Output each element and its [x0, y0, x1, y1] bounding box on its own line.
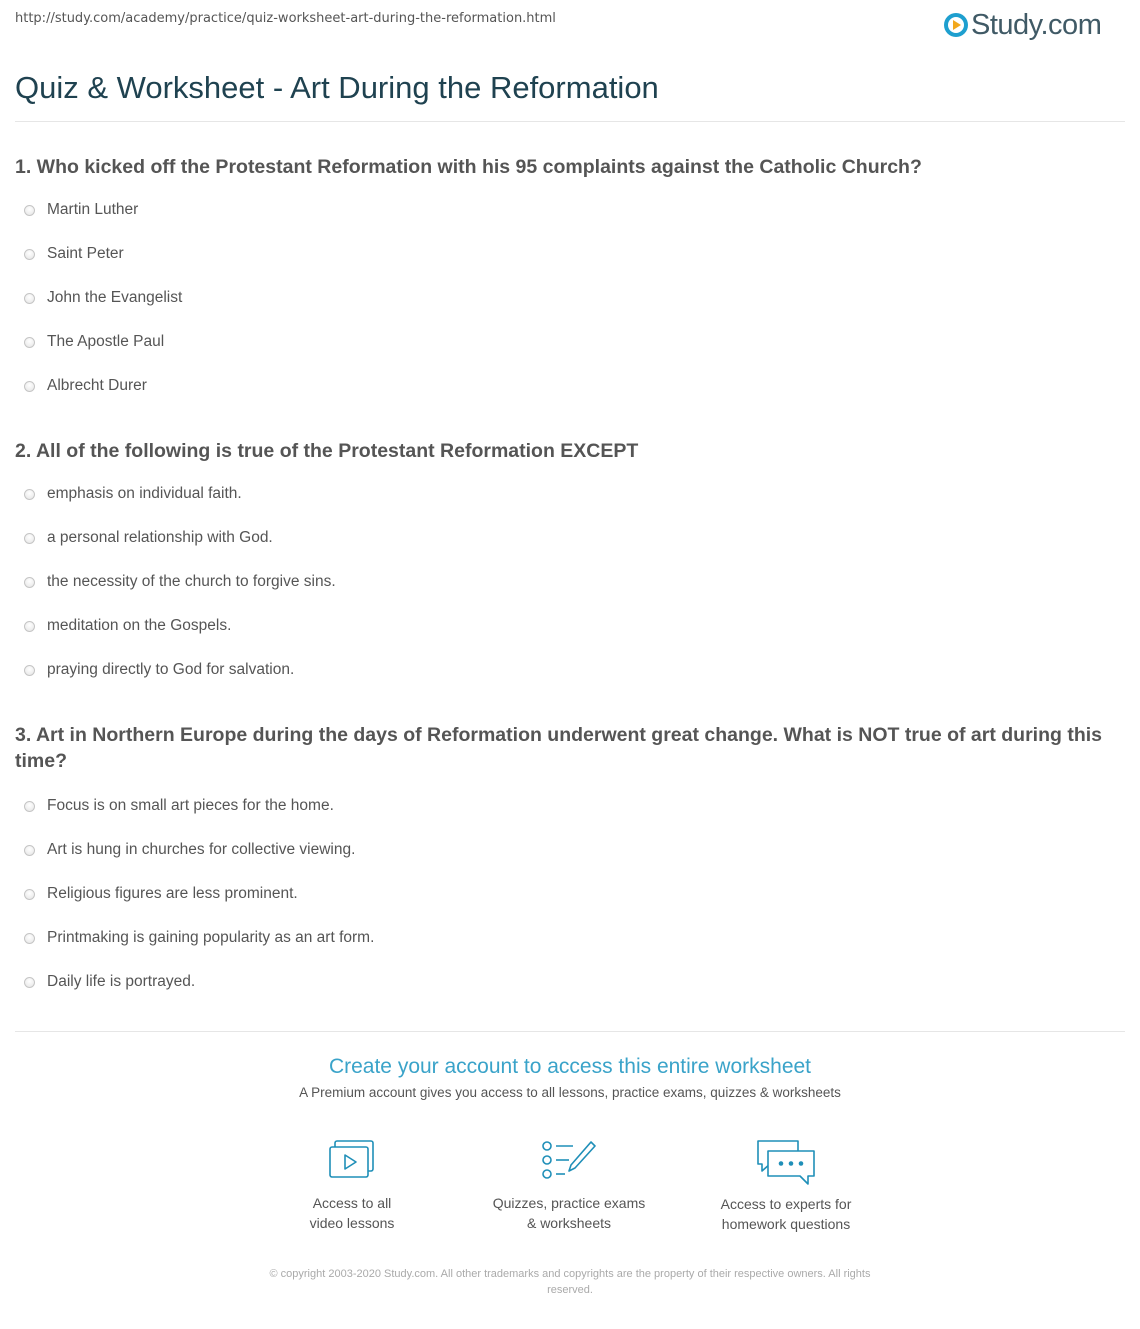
- option-label: Printmaking is gaining popularity as an art form.: [47, 929, 375, 946]
- question-2: 2. All of the following is true of the Protestant Reformation EXCEPT: [15, 440, 639, 462]
- q2-option-1[interactable]: [24, 483, 242, 505]
- feature-label: Access to experts for homework questions: [720, 1196, 852, 1232]
- option-label: meditation on the Gospels.: [47, 617, 232, 634]
- page-title: Quiz & Worksheet - Art During the Reformation: [15, 70, 659, 105]
- option-label: Focus is on small art pieces for the home.: [47, 797, 334, 814]
- study-logo[interactable]: [944, 6, 1101, 44]
- q2-option-5[interactable]: [24, 659, 294, 681]
- feature-experts: [686, 1138, 886, 1234]
- q1-option-2[interactable]: [24, 243, 124, 265]
- option-label: a personal relationship with God.: [47, 529, 273, 546]
- radio-button[interactable]: [24, 381, 35, 392]
- video-lessons-icon: [326, 1138, 378, 1182]
- option-label: John the Evangelist: [47, 289, 183, 306]
- q1-option-4[interactable]: [24, 331, 164, 353]
- option-label: The Apostle Paul: [47, 333, 165, 350]
- page-url: http://study.com/academy/practice/quiz-worksheet-art-during-the-reformation.html: [15, 11, 556, 26]
- question-1: 1. Who kicked off the Protestant Reformation with his 95 complaints against the Catholic Church?: [15, 156, 922, 178]
- option-label: Daily life is portrayed.: [47, 973, 196, 990]
- radio-button[interactable]: [24, 621, 35, 632]
- logo-text: Study.com: [971, 8, 1102, 41]
- q2-option-3[interactable]: [24, 571, 336, 593]
- q3-option-4[interactable]: [24, 927, 374, 949]
- option-label: Martin Luther: [47, 201, 139, 218]
- radio-button[interactable]: [24, 889, 35, 900]
- logo-play-icon: [944, 13, 968, 37]
- feature-video-lessons: [252, 1138, 452, 1233]
- title-divider: [15, 121, 1125, 122]
- copyright: © copyright 2003-2020 Study.com. All other trademarks and copyrights are the property of their respective owners. All rights reserved.: [269, 1268, 871, 1296]
- option-label: Albrecht Durer: [47, 377, 147, 394]
- radio-button[interactable]: [24, 205, 35, 216]
- quiz-checklist-icon: [539, 1138, 599, 1182]
- q2-option-4[interactable]: [24, 615, 231, 637]
- radio-button[interactable]: [24, 249, 35, 260]
- chat-bubbles-icon: [754, 1138, 818, 1188]
- radio-button[interactable]: [24, 337, 35, 348]
- cta-subtitle: A Premium account gives you access to all lessons, practice exams, quizzes & worksheets: [299, 1085, 841, 1100]
- q3-option-5[interactable]: [24, 971, 195, 993]
- q1-option-5[interactable]: [24, 375, 147, 397]
- q1-option-3[interactable]: [24, 287, 182, 309]
- radio-button[interactable]: [24, 665, 35, 676]
- q2-option-2[interactable]: [24, 527, 273, 549]
- option-label: emphasis on individual faith.: [47, 485, 242, 502]
- radio-button[interactable]: [24, 801, 35, 812]
- option-label: the necessity of the church to forgive sins.: [47, 573, 336, 590]
- radio-button[interactable]: [24, 977, 35, 988]
- q1-option-1[interactable]: [24, 199, 138, 221]
- option-label: Art is hung in churches for collective viewing.: [47, 841, 356, 858]
- radio-button[interactable]: [24, 533, 35, 544]
- radio-button[interactable]: [24, 293, 35, 304]
- create-account-link[interactable]: Create your account to access this entire worksheet: [328, 1055, 812, 1078]
- q3-option-1[interactable]: [24, 795, 334, 817]
- option-label: Religious figures are less prominent.: [47, 885, 298, 902]
- radio-button[interactable]: [24, 577, 35, 588]
- radio-button[interactable]: [24, 933, 35, 944]
- question-3: 3. Art in Northern Europe during the days of Reformation underwent great change. What is NOT true of art during this time?: [15, 724, 1103, 772]
- feature-label: Access to all video lessons: [309, 1195, 395, 1231]
- feature-label: Quizzes, practice exams & worksheets: [492, 1195, 646, 1231]
- option-label: praying directly to God for salvation.: [47, 661, 295, 678]
- radio-button[interactable]: [24, 845, 35, 856]
- feature-quizzes: [469, 1138, 669, 1233]
- option-label: Saint Peter: [47, 245, 124, 262]
- q3-option-3[interactable]: [24, 883, 298, 905]
- radio-button[interactable]: [24, 489, 35, 500]
- questions-divider: [15, 1031, 1125, 1032]
- q3-option-2[interactable]: [24, 839, 355, 861]
